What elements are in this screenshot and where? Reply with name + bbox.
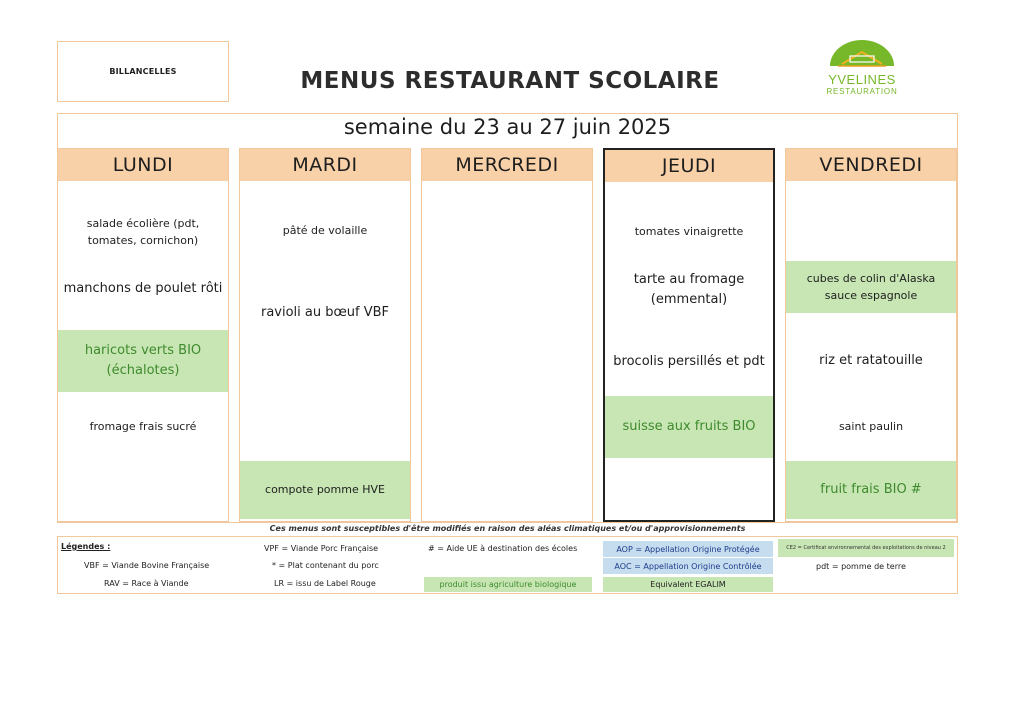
- legend-title: Légendes :: [61, 542, 111, 551]
- jeudi-side: brocolis persillés et pdt: [613, 353, 765, 369]
- vendredi-main: cubes de colin d'Alaska sauce espagnole: [786, 261, 956, 313]
- mardi-dessert: compote pomme HVE: [240, 461, 410, 519]
- day-header-lundi: LUNDI: [58, 149, 228, 181]
- lundi-starter: salade écolière (pdt, tomates, cornichon): [86, 216, 200, 247]
- legend-pdt: pdt = pomme de terre: [816, 562, 906, 571]
- legend-aoc: AOC = Appellation Origine Contrôlée: [603, 558, 773, 574]
- logo-line-1: YVELINES: [828, 72, 896, 87]
- page-title: MENUS RESTAURANT SCOLAIRE: [300, 68, 720, 94]
- legend-ce2: CE2 = Certificat environnemental des exploitations de niveau 2: [778, 539, 954, 557]
- vendredi-side: riz et ratatouille: [819, 352, 923, 368]
- disclaimer-note: Ces menus sont susceptibles d'être modifiés en raison des aléas climatiques et/ou d'approvisionnements: [269, 524, 746, 533]
- lundi-dairy: fromage frais sucré: [89, 420, 197, 434]
- logo-line-2: RESTAURATION: [826, 87, 898, 96]
- legend-egalim: Equivalent EGALIM: [603, 577, 773, 592]
- jeudi-main: tarte au fromage (emmental): [633, 271, 745, 307]
- logo-icon: [812, 36, 912, 76]
- day-column-lundi: [57, 148, 229, 522]
- school-name: BILLANCELLES: [109, 67, 177, 76]
- legend-rav: RAV = Race à Viande: [104, 579, 189, 588]
- day-column-jeudi: [603, 148, 775, 522]
- legend-vpf: VPF = Viande Porc Française: [264, 544, 379, 553]
- legend-lr: LR = issu de Label Rouge: [274, 579, 376, 588]
- yvelines-restauration-logo: [812, 36, 912, 102]
- legend-porc: * = Plat contenant du porc: [272, 561, 379, 570]
- school-name-box: [57, 41, 229, 102]
- day-column-vendredi: [785, 148, 957, 522]
- day-header-vendredi: VENDREDI: [786, 149, 956, 181]
- day-header-mardi: MARDI: [240, 149, 410, 181]
- day-column-mercredi: [421, 148, 593, 522]
- jeudi-starter: tomates vinaigrette: [634, 225, 744, 239]
- day-header-mercredi: MERCREDI: [422, 149, 592, 181]
- legend-aop: AOP = Appellation Origine Protégée: [603, 541, 773, 557]
- lundi-side: haricots verts BIO (échalotes): [58, 330, 228, 392]
- mardi-main: ravioli au bœuf VBF: [260, 304, 390, 320]
- legend-box: [57, 536, 958, 594]
- week-label: semaine du 23 au 27 juin 2025: [343, 115, 672, 139]
- lundi-main: manchons de poulet rôti: [63, 280, 223, 296]
- legend-bio: produit issu agriculture biologique: [424, 577, 592, 592]
- day-column-mardi: [239, 148, 411, 522]
- mardi-starter: pâté de volaille: [282, 224, 368, 238]
- jeudi-dessert: suisse aux fruits BIO: [605, 396, 773, 458]
- legend-vbf: VBF = Viande Bovine Française: [84, 561, 210, 570]
- vendredi-dairy: saint paulin: [838, 420, 904, 434]
- vendredi-dessert: fruit frais BIO #: [786, 461, 956, 519]
- legend-aide: # = Aide UE à destination des écoles: [428, 544, 578, 553]
- day-header-jeudi: JEUDI: [605, 150, 773, 182]
